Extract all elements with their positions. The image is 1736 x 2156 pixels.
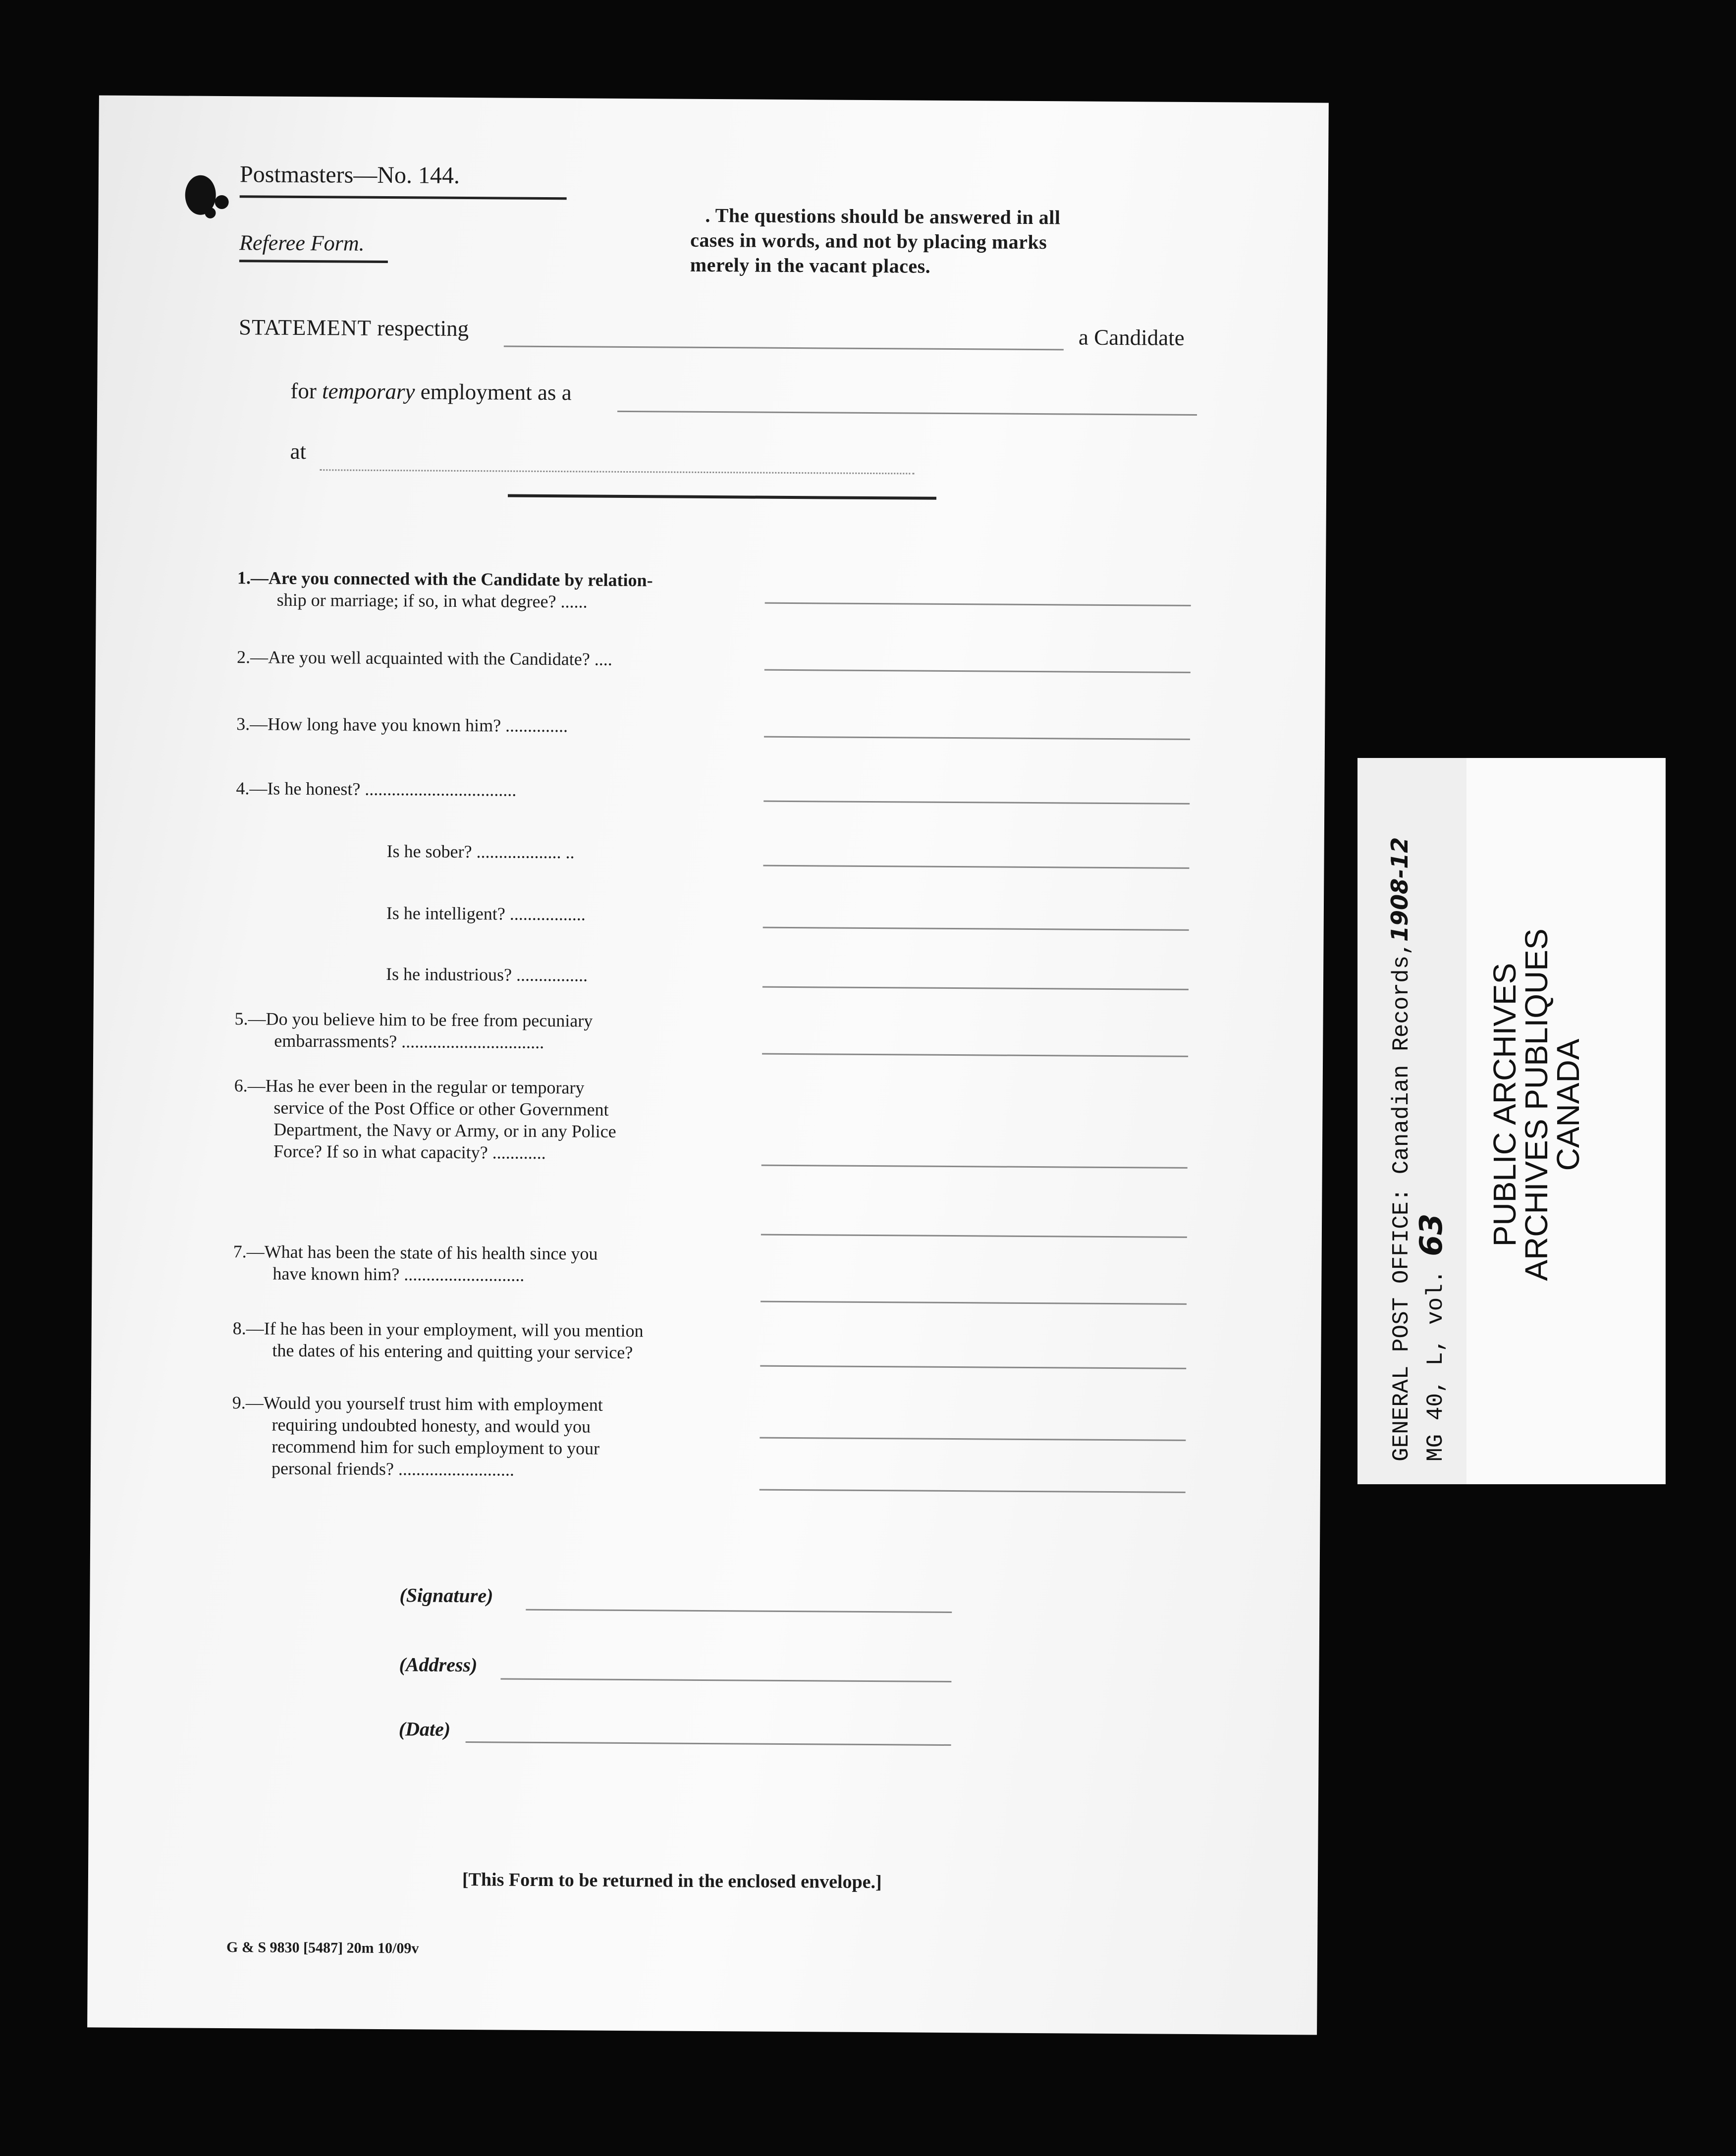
question-4-industrious-line: Is he industrious? ................ <box>385 964 588 985</box>
answer-field-1[interactable] <box>765 602 1191 606</box>
address-label: (Address) <box>399 1653 478 1676</box>
answer-field-5[interactable] <box>762 1053 1188 1057</box>
location-field[interactable] <box>320 469 914 474</box>
question-7 <box>233 1240 597 1286</box>
question-5-line-2: embarrassments? ................................ <box>274 1030 544 1052</box>
question-4-sober <box>386 840 574 863</box>
employment-for: for <box>290 378 317 404</box>
answer-field-4-intelligent[interactable] <box>763 927 1189 931</box>
question-4-intelligent-line: Is he intelligent? ................. <box>386 903 586 924</box>
question-4-line-1: 4.—Is he honest? .................................. <box>236 778 517 800</box>
archive-volume-label: MG 40, L, vol. <box>1423 1270 1449 1461</box>
answer-field-4-industrious[interactable] <box>762 986 1189 990</box>
question-2-line-1: 2.—Are you well acquainted with the Candidate? .... <box>236 647 612 669</box>
employment-position-field[interactable] <box>617 411 1197 416</box>
instructions-line-3: merely in the vacant places. <box>690 253 931 277</box>
question-6-line-1: 6.—Has he ever been in the regular or temporary <box>234 1076 585 1098</box>
archive-label-card <box>1357 758 1666 1484</box>
question-6-line-4: Force? If so in what capacity? ............ <box>273 1141 546 1163</box>
question-6-line-2: service of the Post Office or other Government <box>273 1097 609 1120</box>
question-9-line-3: recommend him for such employment to your <box>271 1436 600 1458</box>
archive-reference-line-1 <box>1385 768 1416 1461</box>
question-5-line-1: 5.—Do you believe him to be free from pecuniary <box>234 1009 593 1031</box>
question-8-line-2: the dates of his entering and quitting your service? <box>272 1340 633 1363</box>
question-2 <box>237 646 612 670</box>
candidate-name-field[interactable] <box>504 345 1064 350</box>
question-7-line-2: have known him? ........................... <box>272 1263 525 1285</box>
answer-field-6a[interactable] <box>761 1165 1188 1169</box>
statement-divider <box>508 494 936 500</box>
form-header-code: Postmasters—No. 144. <box>239 161 460 189</box>
employment-rest: employment as a <box>420 379 572 405</box>
question-8 <box>232 1317 643 1363</box>
answer-field-4-honest[interactable] <box>763 801 1190 805</box>
question-6-line-3: Department, the Navy or Army, or in any Police <box>273 1119 616 1141</box>
employment-line <box>290 378 572 405</box>
question-9 <box>232 1392 603 1481</box>
form-sheet <box>87 95 1329 2035</box>
signature-label: (Signature) <box>399 1584 493 1607</box>
answer-field-3[interactable] <box>764 736 1190 740</box>
archive-stamp-line-1: PUBLIC ARCHIVES <box>1487 963 1522 1247</box>
question-7-line-1: 7.—What has been the state of his health since you <box>233 1241 598 1264</box>
question-9-line-4: personal friends? .......................... <box>271 1458 515 1480</box>
answer-field-7[interactable] <box>760 1301 1187 1305</box>
address-field[interactable] <box>500 1678 951 1682</box>
employment-temporary: temporary <box>322 378 415 404</box>
answer-field-9a[interactable] <box>760 1437 1186 1441</box>
question-6 <box>234 1075 617 1164</box>
archive-stamp-line-3: CANADA <box>1550 1038 1586 1171</box>
question-1-line-2: ship or marriage; if so, in what degree? ...... <box>276 590 588 612</box>
question-4-sober-line: Is he sober? ................... .. <box>386 841 575 862</box>
instructions-line-2: cases in words, and not by placing marks <box>690 228 1047 254</box>
ink-blot <box>215 195 229 209</box>
question-3-line-1: 3.—How long have you known him? .............. <box>236 714 568 736</box>
question-1 <box>237 567 653 613</box>
question-4-industrious <box>386 963 588 986</box>
at-label: at <box>290 438 307 464</box>
archive-stamp-line-2: ARCHIVES PUBLIQUES <box>1519 928 1554 1281</box>
archive-reference <box>1385 768 1451 1461</box>
ink-blot <box>205 208 216 218</box>
statement-respecting: respecting <box>377 315 469 341</box>
answer-field-2[interactable] <box>764 669 1191 673</box>
statement-prefix: STATEMENT <box>238 315 372 340</box>
question-9-line-1: 9.—Would you yourself trust him with employment <box>232 1393 603 1415</box>
print-code: G & S 9830 [5487] 20m 10/09v <box>226 1939 419 1957</box>
answer-field-6b[interactable] <box>761 1234 1187 1238</box>
instructions-line-1: . The questions should be answered in all <box>705 204 1061 229</box>
header-underline <box>240 195 567 200</box>
answer-field-4-sober[interactable] <box>763 865 1189 869</box>
return-note: [This Form to be returned in the enclosed envelope.] <box>462 1869 882 1893</box>
archive-reference-line-2 <box>1413 768 1451 1461</box>
question-3 <box>236 713 568 737</box>
archive-volume-handwritten: 63 <box>1413 1213 1449 1256</box>
question-5 <box>234 1008 593 1053</box>
archive-stamp <box>1489 882 1584 1328</box>
answer-field-8[interactable] <box>760 1365 1186 1369</box>
statement-line <box>239 314 469 341</box>
question-9-line-2: requiring undoubted honesty, and would you <box>271 1414 591 1437</box>
form-name: Referee Form. <box>239 230 365 256</box>
question-1-line-1: 1.—Are you connected with the Candidate by relation- <box>237 568 653 591</box>
date-label: (Date) <box>398 1718 451 1740</box>
statement-suffix: a Candidate <box>1078 324 1185 350</box>
answer-field-9b[interactable] <box>760 1489 1186 1493</box>
question-8-line-1: 8.—If he has been in your employment, will you mention <box>232 1318 644 1341</box>
question-4-intelligent <box>386 902 586 925</box>
archive-collection: GENERAL POST OFFICE: Canadian Records, <box>1389 942 1414 1461</box>
signature-field[interactable] <box>526 1609 952 1613</box>
form-name-underline <box>239 260 388 263</box>
date-field[interactable] <box>466 1741 951 1746</box>
archive-years-handwritten: 1908-12 <box>1386 837 1413 942</box>
question-4 <box>236 777 516 801</box>
